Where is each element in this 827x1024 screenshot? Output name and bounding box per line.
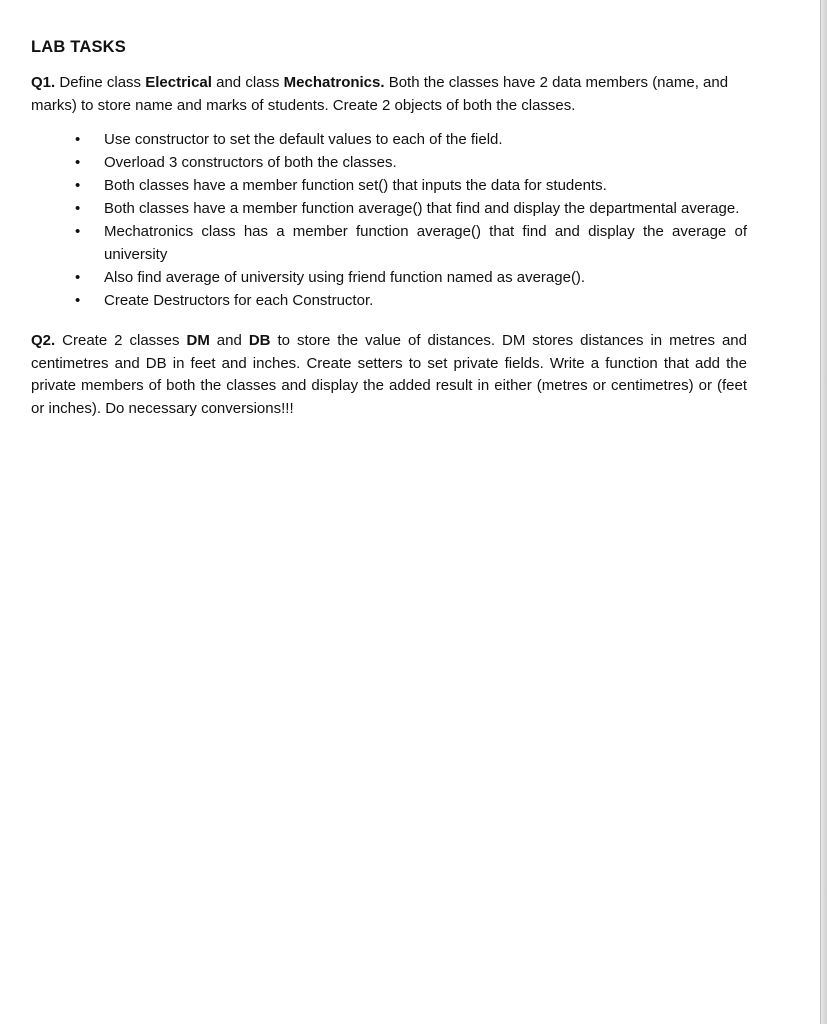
q2-label: Q2. (31, 332, 56, 349)
q2-dm: DM (186, 332, 210, 349)
list-item (31, 266, 747, 289)
list-item (31, 220, 747, 266)
list-item-text: Create Destructors for each Constructor. (104, 292, 374, 309)
list-item-text: Overload 3 constructors of both the classes. (104, 154, 397, 171)
page-edge (821, 0, 827, 1024)
list-item-text: Mechatronics class has a member function average() that find and display the average of university (104, 223, 747, 263)
list-item (31, 197, 747, 220)
document-content (31, 38, 747, 420)
bullet-icon: • (75, 177, 81, 194)
bullet-icon: • (75, 269, 81, 286)
q1-bullet-list (31, 128, 747, 312)
q2-text-c: to store the value of distances. DM stores distances in metres and centimetres and DB in feet and inches. Create setters to set private fields. Write a function that add the private members of both the classes and display the added result in either (metres or centimetres) or (feet or inches). Do necessary conversions!!! (31, 332, 747, 417)
list-item-text: Both classes have a member function set() that inputs the data for students. (104, 177, 607, 194)
list-item-text: Both classes have a member function average() that find and display the departmental average. (104, 200, 740, 217)
q1-text-a: Define class (55, 74, 146, 91)
q1-text-b: and class (211, 74, 284, 91)
bullet-icon: • (75, 223, 81, 240)
bullet-icon: • (75, 292, 81, 309)
list-item (31, 151, 747, 174)
list-item (31, 128, 747, 151)
q2-text-b: and (209, 332, 249, 349)
q2-text-a: Create 2 classes (55, 332, 187, 349)
list-item-text: Use constructor to set the default values to each of the field. (104, 131, 503, 148)
q1-label: Q1. (31, 74, 56, 91)
q1-text-c: Both the classes have 2 data members (name, and marks) to store name and marks of students. Create 2 objects of both the classes. (31, 74, 729, 114)
q1-electrical: Electrical (145, 74, 212, 91)
q1-mechatronics: Mechatronics. (283, 74, 385, 91)
lab-tasks-heading: LAB TASKS (31, 38, 126, 56)
bullet-icon: • (75, 131, 81, 148)
question-1 (31, 72, 747, 117)
q2-db: DB (248, 332, 271, 349)
list-item (31, 289, 747, 312)
question-2 (31, 330, 747, 420)
bullet-icon: • (75, 200, 81, 217)
list-item-text: Also find average of university using friend function named as average(). (104, 269, 586, 286)
list-item (31, 174, 747, 197)
bullet-icon: • (75, 154, 81, 171)
